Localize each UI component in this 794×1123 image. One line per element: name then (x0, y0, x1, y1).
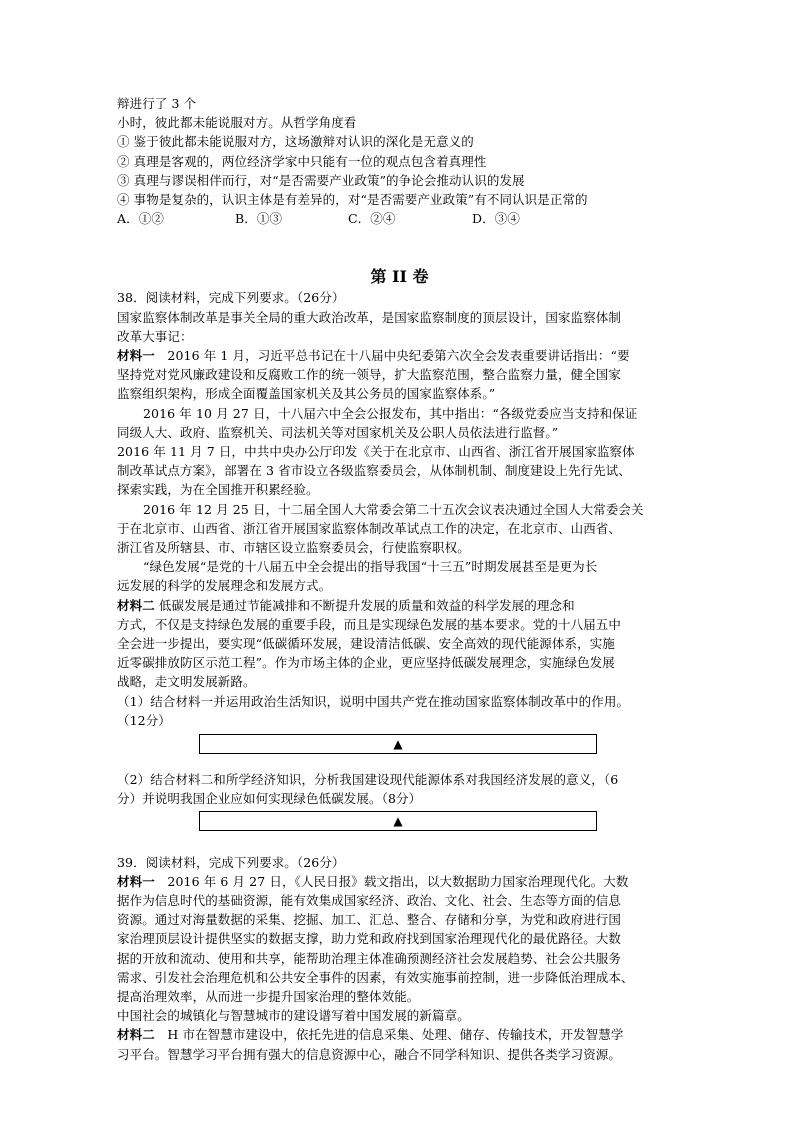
text-line: 浙江省及所辖县、市、市辖区设立监察委员会，行使监察职权。 (117, 540, 470, 556)
material-text: 2016 年 1 月，习近平总书记在十八届中央纪委第六次全会发表重要讲话指出：“要 (154, 348, 630, 364)
text-line: 需求、引发社会治理危机和公共安全事件的因素，有效实施事前控制，进一步降低治理成本、 (117, 969, 634, 985)
text-line: “绿色发展“是党的十八届五中全会提出的指导我国“十三五”时期发展甚至是更为长 (143, 559, 598, 575)
material-line (117, 872, 682, 891)
option-b: B．①③ (235, 211, 283, 227)
material-text: H 市在智慧市建设中，依托先进的信息采集、处理、储存、传输技术，开发智慧学 (154, 1027, 624, 1043)
text-line: 国家监察体制改革是事关全局的重大政治改革，是国家监察制度的顶层设计，国家监察体制 (117, 309, 622, 325)
text-line: 监察组织架构，形成全面覆盖国家机关及其公务员的国家监察体系。” (117, 386, 496, 402)
text-line: 坚持党对党风廉政建设和反腐败工作的统一领导，扩大监察范围，整合监察力量，健全国家 (117, 367, 622, 383)
text-line: 方式，不仅是支持绿色发展的重要手段，而且是实现绿色发展的基本要求。党的十八届五中 (117, 616, 622, 632)
material-text: 2016 年 6 月 27 日，《人民日报》载文指出，以大数据助力国家治理现代化。大数 (154, 873, 629, 889)
text-line: 2016 年 12 月 25 日，十二届全国人大常委会第二十五次会议表决通过全国人大常委会关 (143, 501, 644, 517)
option-a: A．①② (117, 211, 164, 227)
text-line: 同级人大、政府、监察机关、司法机关等对国家机关及公职人员依法进行监督。” (117, 424, 559, 440)
question-heading: 39．阅读材料，完成下列要求。（26分） (117, 854, 345, 870)
sub-question-2-cont: 分）并说明我国企业应如何实现绿色低碳发展。（8分） (117, 791, 422, 807)
option-c: C．②④ (348, 211, 396, 227)
material-line (117, 346, 682, 365)
text-line: 家治理顶层设计提供坚实的数据支撑，助力党和政府找到国家治理现代化的最优路径。大数 (117, 931, 622, 947)
text-line: 全会进一步提出，要实现“低碳循环发展，建设清洁低碳、安全高效的现代能源体系，实施 (117, 636, 615, 652)
text-line: 习平台。智慧学习平台拥有强大的信息资源中心，融合不同学科知识、提供各类学习资源。 (117, 1046, 622, 1062)
material-label: 材料一 (117, 348, 155, 364)
statement-4: ④ 事物是复杂的，认识主体是有差异的，对“是否需要产业政策”有不同认识是正常的 (117, 192, 588, 208)
material-text: 低碳发展是通过节能减排和不断提升发展的质量和效益的科学发展的理念和 (154, 597, 575, 613)
text-line: 据作为信息时代的基础资源，能有效集成国家经济、政治、文化、社会、生态等方面的信息 (117, 892, 622, 908)
text-line: 中国社会的城镇化与智慧城市的建设谱写着中国发展的新篇章。 (117, 1008, 470, 1024)
text-line: 2016 年 10 月 27 日，十八届六中全会公报发布，其中指出：“各级党委应当支持和保证 (143, 405, 638, 421)
option-d: D．③④ (472, 211, 520, 227)
material-line (117, 1025, 682, 1044)
text-line: 据的开放和流动、使用和共享，能帮助治理主体准确预测经济社会发展趋势、社会公共服务 (117, 950, 622, 966)
text-line: 近零碳排放防区示范工程”。作为市场主体的企业，更应坚持低碳发展理念，实施绿色发展 (117, 655, 615, 671)
material-label: 材料二 (117, 1027, 155, 1043)
text-line: 改革大事记： (117, 328, 193, 344)
text-line: 制改革试点方案》，部署在 3 省市设立各级监察委员会，从体制机制、制度建设上先行先试、 (117, 463, 631, 479)
statement-1: ① 鉴于彼此都未能说服对方，这场激辩对认识的深化是无意义的 (117, 134, 474, 150)
question-38 (117, 288, 682, 830)
text-line: 资源。通过对海量数据的采集、挖掘、加工、汇总、整合、存储和分享，为党和政府进行国 (117, 912, 622, 928)
text-line: 远发展的科学的发展理念和发展方式。 (117, 578, 332, 594)
answer-options (117, 209, 682, 228)
text-line: 提高治理效率，从而进一步提升国家治理的整体效能。 (117, 988, 420, 1004)
material-line (117, 596, 682, 615)
text-line: 2016 年 11 月 7 日，中共中央办公厅印发《关于在北京市、山西省、浙江省开展国家监察体 (117, 444, 635, 460)
answer-box[interactable]: ▲ (199, 734, 597, 754)
question-heading: 38．阅读材料，完成下列要求。（26分） (117, 290, 345, 306)
text-line: 于在北京市、山西省、浙江省开展国家监察体制改革试点工作的决定，在北京市、山西省、 (117, 520, 622, 536)
exam-page (117, 94, 682, 1064)
text-line: 战略，走文明发展新路。 (117, 674, 256, 690)
statement-3: ③ 真理与谬误相伴而行，对“是否需要产业政策”的争论会推动认识的发展 (117, 172, 525, 188)
material-label: 材料一 (117, 873, 155, 889)
sub-question-2: （2）结合材料二和所学经济知识，分析我国建设现代能源体系对我国经济发展的意义，（6 (117, 772, 619, 788)
sub-question-1: （1）结合材料一并运用政治生活知识，说明中国共产党在推动国家监察体制改革中的作用。 (117, 693, 630, 709)
text-line: 辩进行了 3 个 (117, 96, 197, 111)
answer-box[interactable]: ▲ (199, 811, 597, 831)
text-line: 探索实践，为在全国推开积累经验。 (117, 482, 319, 498)
question-39 (117, 853, 682, 1064)
q37-tail (117, 94, 682, 228)
sub-question-1-score: （12分） (117, 712, 171, 728)
text-line: 小时，彼此都未能说服对方。从哲学角度看 (117, 115, 357, 131)
statement-2: ② 真理是客观的，两位经济学家中只能有一位的观点包含着真理性 (117, 153, 487, 169)
section-title: 第 II 卷 (370, 267, 429, 287)
material-label: 材料二 (117, 597, 155, 613)
